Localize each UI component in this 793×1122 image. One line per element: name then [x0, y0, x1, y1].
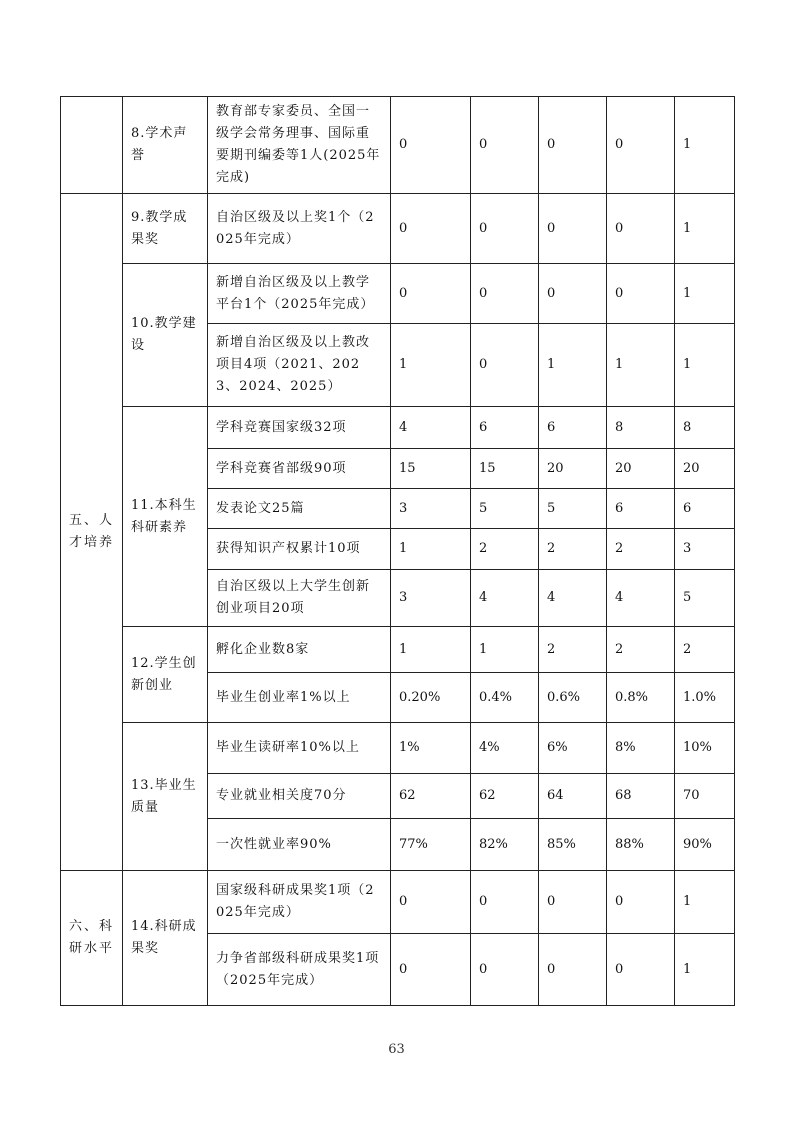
value-cell: 0 [471, 871, 539, 934]
value-cell: 64 [539, 774, 607, 819]
value-cell: 6% [539, 723, 607, 774]
value-cell: 4 [391, 407, 471, 449]
value-cell: 88% [607, 819, 675, 871]
value-cell: 2 [607, 627, 675, 673]
value-cell: 0 [539, 934, 607, 1006]
value-cell: 0 [471, 324, 539, 407]
value-cell: 0 [607, 871, 675, 934]
value-cell: 2 [539, 529, 607, 570]
table-row [61, 194, 735, 264]
category-cell: 五、人才培养 [61, 194, 123, 871]
value-cell: 0 [539, 194, 607, 264]
value-cell: 0.8% [607, 673, 675, 723]
indicator-cell: 一次性就业率90% [208, 819, 391, 871]
value-cell: 0.4% [471, 673, 539, 723]
value-cell: 20 [539, 449, 607, 489]
table-row [61, 97, 735, 194]
indicator-cell: 孵化企业数8家 [208, 627, 391, 673]
value-cell: 1 [539, 324, 607, 407]
indicator-cell: 自治区级以上大学生创新创业项目20项 [208, 570, 391, 627]
value-cell: 0 [391, 871, 471, 934]
value-cell: 0 [607, 934, 675, 1006]
value-cell: 8% [607, 723, 675, 774]
value-cell: 1 [471, 627, 539, 673]
table-row [61, 264, 735, 324]
value-cell: 0 [471, 934, 539, 1006]
value-cell: 1 [675, 97, 735, 194]
value-cell: 10% [675, 723, 735, 774]
item-cell: 12.学生创新创业 [123, 627, 208, 723]
value-cell: 1 [675, 264, 735, 324]
value-cell: 3 [391, 570, 471, 627]
indicator-cell: 毕业生创业率1%以上 [208, 673, 391, 723]
value-cell: 4 [607, 570, 675, 627]
value-cell: 3 [675, 529, 735, 570]
value-cell: 1 [675, 194, 735, 264]
value-cell: 2 [471, 529, 539, 570]
value-cell: 68 [607, 774, 675, 819]
value-cell: 15 [471, 449, 539, 489]
value-cell: 0 [607, 194, 675, 264]
value-cell: 0 [471, 97, 539, 194]
category-cell [61, 97, 123, 194]
value-cell: 4 [471, 570, 539, 627]
value-cell: 1 [675, 934, 735, 1006]
value-cell: 0 [391, 264, 471, 324]
value-cell: 82% [471, 819, 539, 871]
value-cell: 2 [675, 627, 735, 673]
indicator-cell: 学科竞赛省部级90项 [208, 449, 391, 489]
value-cell: 2 [607, 529, 675, 570]
value-cell: 77% [391, 819, 471, 871]
value-cell: 4 [539, 570, 607, 627]
value-cell: 0 [391, 934, 471, 1006]
value-cell: 15 [391, 449, 471, 489]
value-cell: 0 [607, 264, 675, 324]
value-cell: 1 [675, 871, 735, 934]
value-cell: 4% [471, 723, 539, 774]
value-cell: 8 [675, 407, 735, 449]
value-cell: 62 [471, 774, 539, 819]
page-number: 63 [388, 1042, 405, 1057]
item-cell: 14.科研成果奖 [123, 871, 208, 1006]
value-cell: 0 [391, 97, 471, 194]
indicator-cell: 力争省部级科研成果奖1项（2025年完成） [208, 934, 391, 1006]
table-row [61, 407, 735, 449]
table-row [61, 627, 735, 673]
value-cell: 62 [391, 774, 471, 819]
value-cell: 1 [607, 324, 675, 407]
value-cell: 1 [391, 627, 471, 673]
value-cell: 6 [607, 489, 675, 529]
indicator-cell: 教育部专家委员、全国一级学会常务理事、国际重要期刊编委等1人(2025年完成) [208, 97, 391, 194]
value-cell: 2 [539, 627, 607, 673]
table-row [61, 723, 735, 774]
value-cell: 0 [471, 264, 539, 324]
category-cell: 六、科研水平 [61, 871, 123, 1006]
indicator-cell: 获得知识产权累计10项 [208, 529, 391, 570]
indicator-cell: 新增自治区级及以上教改项目4项（2021、2023、2024、2025） [208, 324, 391, 407]
item-cell: 13.毕业生质量 [123, 723, 208, 871]
value-cell: 1 [391, 529, 471, 570]
value-cell: 1.0% [675, 673, 735, 723]
value-cell: 0.6% [539, 673, 607, 723]
item-cell: 10.教学建设 [123, 264, 208, 407]
plan-table [60, 96, 735, 1006]
value-cell: 0.20% [391, 673, 471, 723]
value-cell: 6 [539, 407, 607, 449]
indicator-cell: 学科竞赛国家级32项 [208, 407, 391, 449]
indicator-cell: 专业就业相关度70分 [208, 774, 391, 819]
value-cell: 85% [539, 819, 607, 871]
item-cell: 11.本科生科研素养 [123, 407, 208, 627]
value-cell: 5 [675, 570, 735, 627]
item-cell: 8.学术声誉 [123, 97, 208, 194]
value-cell: 90% [675, 819, 735, 871]
value-cell: 6 [471, 407, 539, 449]
value-cell: 0 [539, 264, 607, 324]
value-cell: 8 [607, 407, 675, 449]
value-cell: 20 [675, 449, 735, 489]
value-cell: 0 [539, 97, 607, 194]
value-cell: 5 [539, 489, 607, 529]
value-cell: 0 [391, 194, 471, 264]
indicator-cell: 新增自治区级及以上教学平台1个（2025年完成） [208, 264, 391, 324]
value-cell: 1 [675, 324, 735, 407]
table-row [61, 871, 735, 934]
value-cell: 0 [607, 97, 675, 194]
value-cell: 1 [391, 324, 471, 407]
value-cell: 6 [675, 489, 735, 529]
value-cell: 70 [675, 774, 735, 819]
item-cell: 9.教学成果奖 [123, 194, 208, 264]
value-cell: 1% [391, 723, 471, 774]
indicator-cell: 发表论文25篇 [208, 489, 391, 529]
indicator-cell: 毕业生读研率10%以上 [208, 723, 391, 774]
indicator-cell: 自治区级及以上奖1个（2025年完成） [208, 194, 391, 264]
indicator-cell: 国家级科研成果奖1项（2025年完成） [208, 871, 391, 934]
value-cell: 5 [471, 489, 539, 529]
value-cell: 3 [391, 489, 471, 529]
value-cell: 0 [539, 871, 607, 934]
value-cell: 20 [607, 449, 675, 489]
value-cell: 0 [471, 194, 539, 264]
